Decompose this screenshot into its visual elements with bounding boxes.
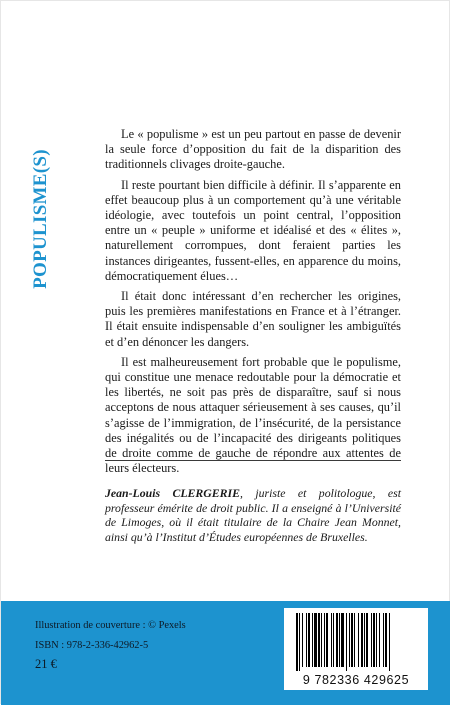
paragraph-3: Il était donc intéressant d’en rechercher les origines, puis les premières manifestations en France et à l’étranger. Il était ensuite indispensable d’en souligner les ambiguïtés et d’en dénoncer les dangers. [105,289,401,349]
barcode-digits: 9 782336 429625 [302,673,410,687]
illustration-credit: Illustration de couverture : © Pexels [35,620,186,631]
spine-title-text: POPULISME(S) [30,149,51,289]
publisher-info [35,618,186,672]
barcode-bars [290,613,422,673]
section-divider [105,460,401,461]
isbn: ISBN : 978-2-336-42962-5 [35,640,149,651]
price: 21 € [35,657,57,671]
author-bio [105,486,401,544]
paragraph-2: Il reste pourtant bien difficile à définir. Il s’apparente en effet beaucoup plus à un comportement qu’à une véritable idéologie, avec toutefois un point central, l’opposition entre un « peuple » uniforme et idéalisé et des « élites », naturellement corrompues, dont feraient parties les instances dirigeantes, fussent-elles, en apparence du moins, démocratiquement élues… [105,177,401,283]
paragraph-4: Il est malheureusement fort probable que le populisme, qui constitue une menace redoutable pour la démocratie et les libertés, ne soit pas près de disparaître, sauf si nous acceptons de nous attaquer sérieusement à ses causes, qu’il s’agisse de l’immigration, de l’insécurité, de la persistance des inégalités ou de l’incapacité des dirigeants politiques de droite comme de gauche de répondre aux attentes de leurs électeurs. [105,354,401,476]
barcode [284,608,428,690]
author-description: , juriste et politologue, est professeur émérite de droit public. Il a enseigné à l’Université de Limoges, où il était titulaire de la Chaire Jean Monnet, ainsi qu’à l’Institut d’Études européennes de Bruxelles. [105,486,401,544]
author-name: Jean-Louis CLERGERIE [105,486,240,500]
spine-title [28,149,54,289]
back-cover-text [105,127,401,481]
paragraph-1: Le « populisme » est un peu partout en passe de devenir la seule force d’opposition du fait de la disparition des traditionnels clivages droite-gauche. [105,127,401,172]
